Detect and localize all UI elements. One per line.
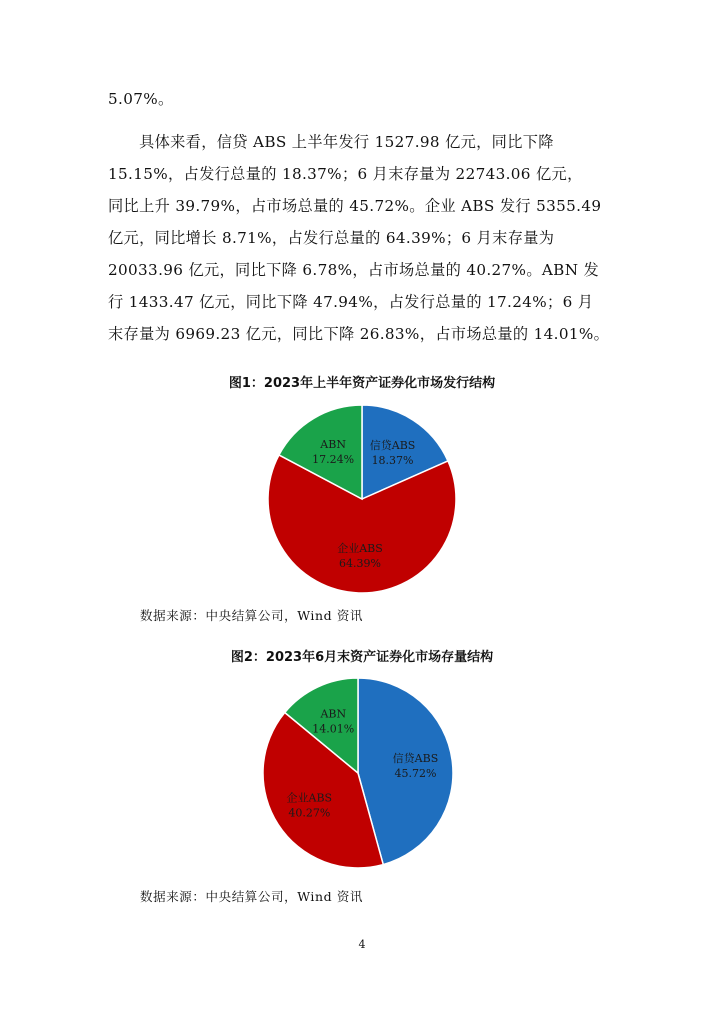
paragraph-line: 同比上升 39.79%，占市场总量的 45.72%。企业 ABS 发行 5355.49 [108,197,602,215]
slice-percent-label: 40.27% [288,806,331,820]
figure-2-pie-chart [258,675,458,871]
slice-percent-label: 17.24% [312,453,355,467]
paragraph-line: 具体来看，信贷 ABS 上半年发行 1527.98 亿元，同比下降 [108,133,554,151]
slice-name-label: 信贷ABS [392,752,439,766]
slice-name-label: 信贷ABS [369,439,416,453]
slice-percent-label: 14.01% [312,722,355,736]
paragraph-line: 末存量为 6969.23 亿元，同比下降 26.83%，占市场总量的 14.01%。 [108,325,610,343]
figure-2-source: 数据来源：中央结算公司，Wind 资讯 [140,889,364,904]
paragraph-line: 20033.96 亿元，同比下降 6.78%，占市场总量的 40.27%。ABN 发 [108,261,600,279]
body-paragraph [108,126,618,350]
slice-percent-label: 45.72% [394,767,437,781]
page-number: 4 [358,938,366,951]
slice-name-label: 企业ABS [337,541,383,555]
slice-percent-label: 18.37% [371,454,414,468]
paragraph-line: 15.15%，占发行总量的 18.37%；6 月末存量为 22743.06 亿元， [108,165,583,183]
figure-1-pie-chart [262,402,462,596]
slice-percent-label: 64.39% [339,556,381,570]
figure-1-title: 图1：2023年上半年资产证券化市场发行结构 [228,376,496,391]
paragraph-line: 亿元，同比增长 8.71%，占发行总量的 64.39%；6 月末存量为 [108,229,555,247]
slice-name-label: 企业ABS [286,791,333,805]
slice-name-label: ABN [320,707,347,721]
paragraph-lead-line: 5.07%。 [108,90,174,108]
paragraph-line: 行 1433.47 亿元，同比下降 47.94%，占发行总量的 17.24%；6 月 [108,293,594,311]
figure-1-source: 数据来源：中央结算公司，Wind 资讯 [140,608,364,623]
figure-2-title: 图2：2023年6月末资产证券化市场存量结构 [230,650,494,665]
slice-name-label: ABN [320,438,346,452]
